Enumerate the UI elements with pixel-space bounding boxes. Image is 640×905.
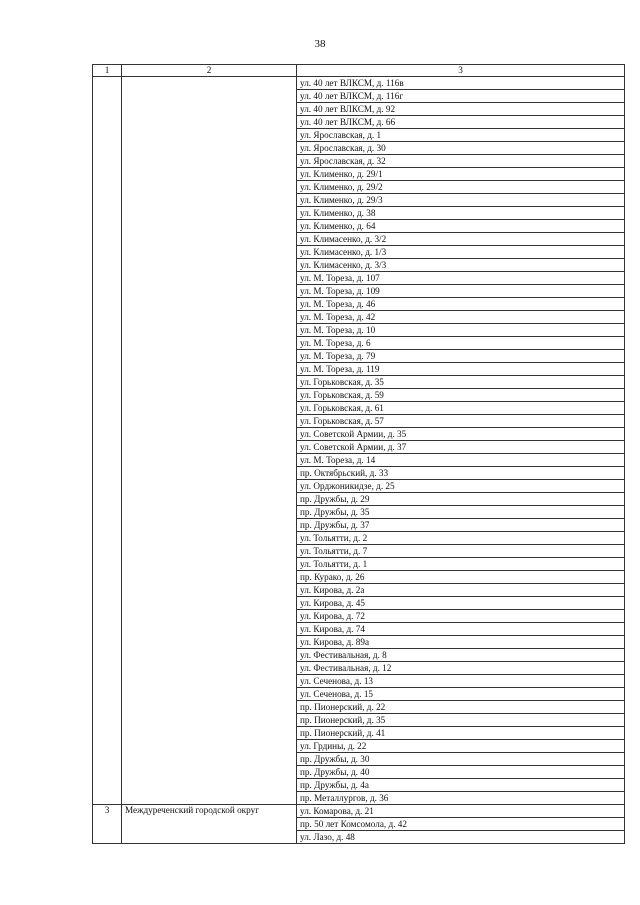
address-cell: пр. Дружбы, д. 29 [297, 493, 625, 506]
address-cell: ул. Кирова, д. 74 [297, 623, 625, 636]
address-cell: ул. Клименко, д. 29/1 [297, 168, 625, 181]
header-row [93, 65, 625, 77]
address-cell: ул. Кирова, д. 2а [297, 584, 625, 597]
address-cell: ул. Фестивальная, д. 8 [297, 649, 625, 662]
address-cell: ул. Тольятти, д. 2 [297, 532, 625, 545]
address-cell: ул. М. Тореза, д. 109 [297, 285, 625, 298]
address-cell: ул. М. Тореза, д. 107 [297, 272, 625, 285]
address-cell: ул. Тольятти, д. 7 [297, 545, 625, 558]
address-cell: пр. Дружбы, д. 30 [297, 753, 625, 766]
address-cell: ул. М. Тореза, д. 79 [297, 350, 625, 363]
address-cell: ул. 40 лет ВЛКСМ, д. 116в [297, 77, 625, 90]
address-cell: ул. Фестивальная, д. 12 [297, 662, 625, 675]
district-cell [122, 77, 297, 805]
address-cell: пр. Курако, д. 26 [297, 571, 625, 584]
address-cell: ул. Клименко, д. 29/3 [297, 194, 625, 207]
address-cell: пр. 50 лет Комсомола, д. 42 [297, 818, 625, 831]
address-cell: ул. 40 лет ВЛКСМ, д. 92 [297, 103, 625, 116]
address-cell: ул. Ярославская, д. 32 [297, 155, 625, 168]
address-cell: пр. Пионерский, д. 22 [297, 701, 625, 714]
address-cell: ул. Кирова, д. 72 [297, 610, 625, 623]
address-cell: ул. Ярославская, д. 30 [297, 142, 625, 155]
header-col-3: 3 [297, 65, 625, 77]
address-cell: ул. Клименко, д. 64 [297, 220, 625, 233]
address-cell: ул. М. Тореза, д. 6 [297, 337, 625, 350]
address-cell: ул. Сеченова, д. 13 [297, 675, 625, 688]
address-cell: ул. Кирова, д. 45 [297, 597, 625, 610]
address-cell: ул. Ярославская, д. 1 [297, 129, 625, 142]
address-cell: ул. Горьковская, д. 57 [297, 415, 625, 428]
header-col-2: 2 [122, 65, 297, 77]
row-number-cell [93, 77, 122, 805]
address-cell: ул. Грдины, д. 22 [297, 740, 625, 753]
address-cell: ул. Клименко, д. 38 [297, 207, 625, 220]
address-cell: ул. Советской Армии, д. 35 [297, 428, 625, 441]
address-cell: ул. Сеченова, д. 15 [297, 688, 625, 701]
address-cell: пр. Дружбы, д. 4а [297, 779, 625, 792]
address-cell: ул. М. Тореза, д. 10 [297, 324, 625, 337]
page-number: 38 [314, 38, 326, 50]
header-col-1: 1 [93, 65, 122, 77]
district-cell: Междуреченский городской округ [122, 805, 297, 844]
address-cell: ул. Клименко, д. 29/2 [297, 181, 625, 194]
address-cell: ул. Климасенко, д. 3/3 [297, 259, 625, 272]
address-cell: ул. Кирова, д. 89а [297, 636, 625, 649]
address-cell: ул. Тольятти, д. 1 [297, 558, 625, 571]
address-cell: пр. Пионерский, д. 35 [297, 714, 625, 727]
address-cell: ул. Советской Армии, д. 37 [297, 441, 625, 454]
address-cell: пр. Металлургов, д. 36 [297, 792, 625, 805]
address-cell: ул. М. Тореза, д. 42 [297, 311, 625, 324]
address-cell: ул. Горьковская, д. 35 [297, 376, 625, 389]
address-cell: пр. Пионерский, д. 41 [297, 727, 625, 740]
address-cell: ул. 40 лет ВЛКСМ, д. 116г [297, 90, 625, 103]
row-number-cell: 3 [93, 805, 122, 844]
address-cell: ул. М. Тореза, д. 46 [297, 298, 625, 311]
address-cell: ул. Лазо, д. 48 [297, 831, 625, 844]
address-cell: ул. Климасенко, д. 1/3 [297, 246, 625, 259]
address-cell: ул. Комарова, д. 21 [297, 805, 625, 818]
address-cell: пр. Дружбы, д. 37 [297, 519, 625, 532]
address-cell: пр. Дружбы, д. 40 [297, 766, 625, 779]
address-cell: ул. Орджоникидзе, д. 25 [297, 480, 625, 493]
address-cell: ул. 40 лет ВЛКСМ, д. 66 [297, 116, 625, 129]
address-cell: пр. Дружбы, д. 35 [297, 506, 625, 519]
address-table [92, 64, 625, 844]
address-cell: ул. М. Тореза, д. 119 [297, 363, 625, 376]
address-cell: ул. М. Тореза, д. 14 [297, 454, 625, 467]
address-cell: пр. Октябрьский, д. 33 [297, 467, 625, 480]
address-cell: ул. Горьковская, д. 59 [297, 389, 625, 402]
address-cell: ул. Горьковская, д. 61 [297, 402, 625, 415]
table-row [93, 805, 625, 818]
table-row [93, 77, 625, 90]
address-cell: ул. Климасенко, д. 3/2 [297, 233, 625, 246]
